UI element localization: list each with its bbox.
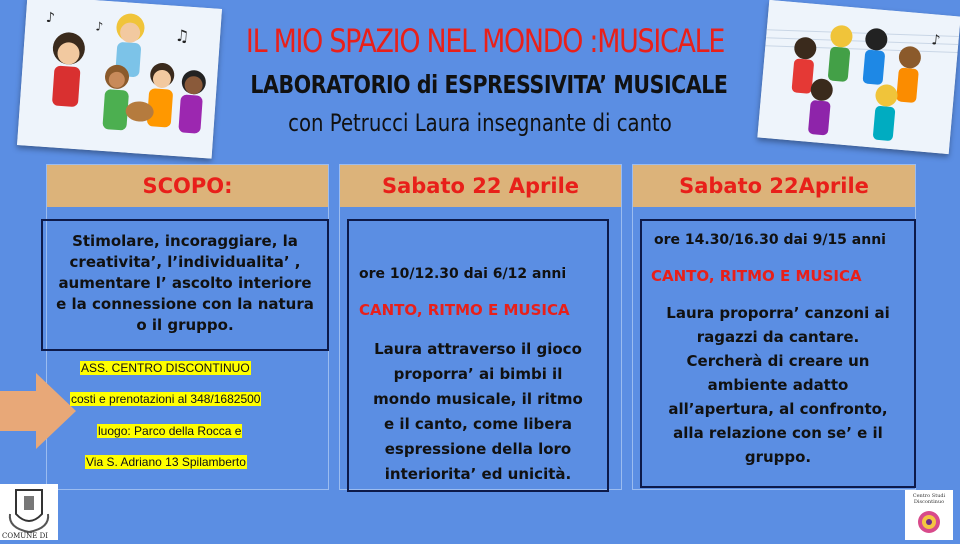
text-line: espressione della loro: [384, 440, 572, 458]
info-address: Via S. Adriano 13 Spilamberto: [86, 455, 246, 469]
text-line: mondo musicale, il ritmo: [373, 390, 583, 408]
logo-caption: Centro Studi Discontinuo: [912, 493, 946, 505]
info-booking: costi e prenotazioni al 348/1682500: [71, 392, 261, 406]
morning-session-box: [347, 219, 609, 492]
children-music-illustration: [17, 0, 222, 159]
text-line: ragazzi da cantare.: [696, 328, 860, 346]
text-line: ambiente adatto: [707, 376, 849, 394]
right-arrow-icon: [0, 373, 80, 449]
text-line: Laura attraverso il gioco: [374, 340, 582, 358]
svg-text:♫: ♫: [174, 25, 191, 46]
text-line: proporra’ ai bimbi il: [393, 365, 563, 383]
centro-studi-logo-icon: [905, 490, 953, 540]
info-location: luogo: Parco della Rocca e: [98, 424, 242, 438]
text-line: interiorita’ ed unicità.: [384, 465, 572, 483]
column-header: SCOPO:: [47, 165, 328, 207]
text-line: Laura proporra’ canzoni ai: [666, 304, 890, 322]
text-line: creativita’, l’individualita’ ,: [69, 253, 301, 271]
text-line: Cercherà di creare un: [686, 352, 870, 370]
text-line: Stimolare, incoraggiare, la: [72, 232, 298, 250]
session-activity: CANTO, RITMO E MUSICA: [651, 267, 862, 285]
text-line: o il gruppo.: [136, 316, 234, 334]
text-line: gruppo.: [744, 448, 812, 466]
svg-text:♪: ♪: [930, 32, 942, 49]
afternoon-session-box: [640, 219, 916, 488]
text-line: aumentare l’ ascolto interiore: [58, 274, 312, 292]
column-header: Sabato 22 Aprile: [340, 165, 621, 207]
column-header: Sabato 22Aprile: [633, 165, 915, 207]
children-dancing-illustration: [757, 0, 960, 154]
svg-text:♪: ♪: [45, 9, 56, 27]
teacher-line: con Petrucci Laura insegnante di canto: [288, 109, 672, 137]
text-line: e il canto, come libera: [384, 415, 572, 433]
svg-text:♪: ♪: [94, 19, 104, 34]
subtitle: LABORATORIO di ESPRESSIVITA’ MUSICALE: [250, 70, 728, 99]
scopo-text-box: [41, 219, 329, 351]
session-time: ore 10/12.30 dai 6/12 anni: [359, 266, 567, 282]
municipality-crest-icon: [0, 484, 58, 540]
session-time: ore 14.30/16.30 dai 9/15 anni: [654, 232, 886, 248]
crest-caption: COMUNE DI: [2, 532, 48, 540]
session-activity: CANTO, RITMO E MUSICA: [359, 301, 570, 319]
text-line: e la connessione con la natura: [56, 295, 314, 313]
text-line: all’apertura, al confronto,: [668, 400, 888, 418]
text-line: alla relazione con se’ e il: [673, 424, 883, 442]
main-title: IL MIO SPAZIO NEL MONDO :MUSICALE: [245, 22, 725, 60]
info-association: ASS. CENTRO DISCONTINUO: [81, 361, 250, 375]
